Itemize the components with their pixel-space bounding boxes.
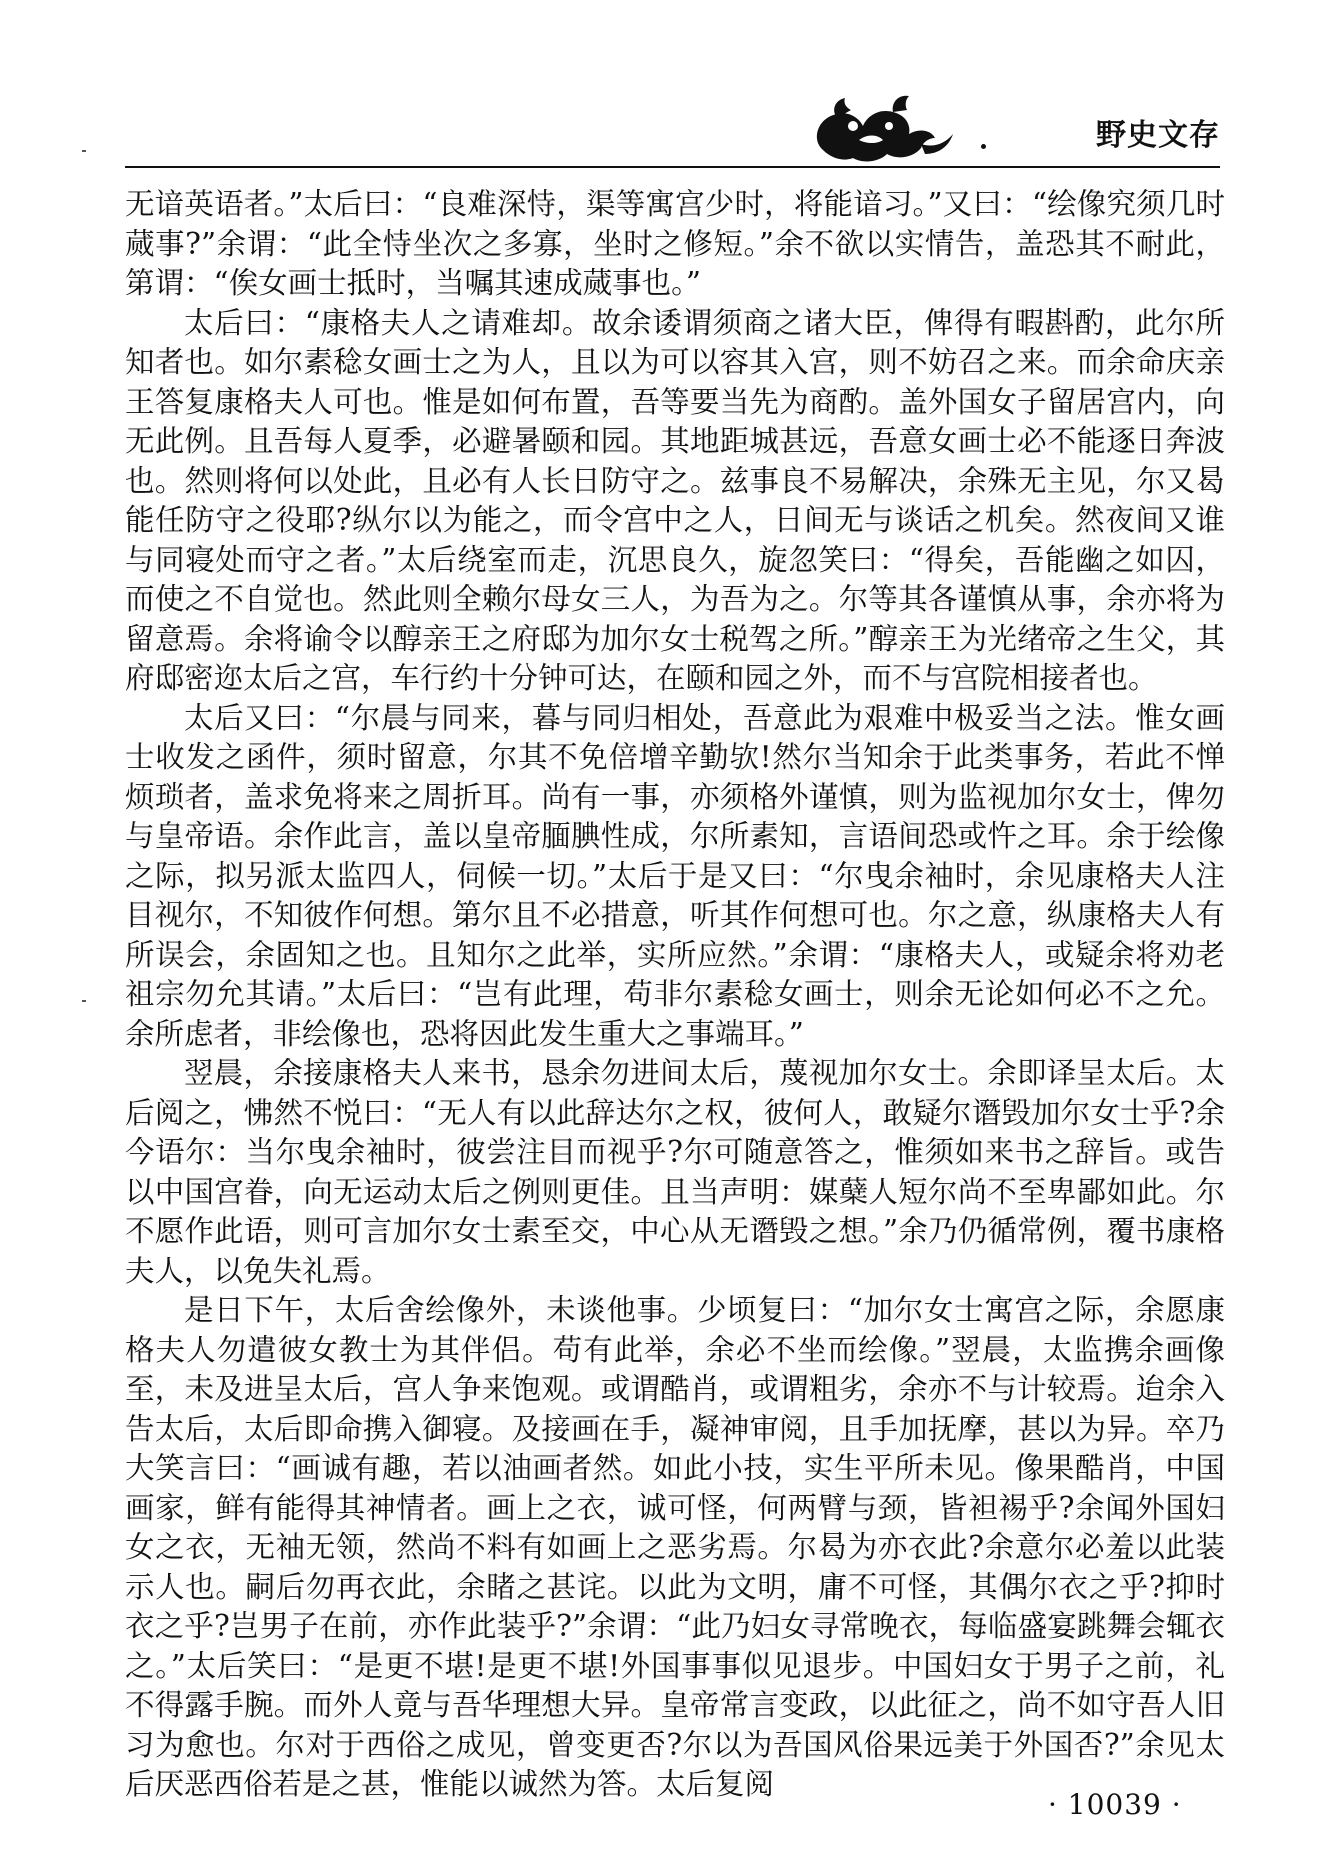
- header-rule: [125, 166, 1220, 168]
- dragon-icon: [793, 88, 993, 168]
- header-dot: [981, 144, 986, 149]
- paragraph: 翌晨，余接康格夫人来书，恳余勿进间太后，蔑视加尔女士。余即译呈太后。太后阅之，怫然不悦曰：“无人有以此辞达尔之权，彼何人，敢疑尔谮毁加尔女士乎?余今语尔：当尔曳余袖时，彼尝注目而视乎?尔可随意答之，惟须如来书之辞旨。或告以中国宫眷，向无运动太后之例则更佳。且当声明：媒蘖人短尔尚不至卑鄙如此。尔不愿作此语，则可言加尔女士素至交，中心从无谮毁之想。”余乃仍循常例，覆书康格夫人，以免失礼焉。: [125, 1056, 1225, 1288]
- paragraph: 是日下午，太后舍绘像外，未谈他事。少顷复曰：“加尔女士寓宫之际，余愿康格夫人勿遣彼女教士为其伴侣。苟有此举，余必不坐而绘像。”翌晨，太监携余画像至，未及进呈太后，宫人争来饱观。或谓酷肖，或谓粗劣，余亦不与计较焉。迨余入告太后，太后即命携入御寝。及接画在手，凝神审阅，且手加抚摩，甚以为异。卒乃大笑言曰：“画诚有趣，若以油画者然。如此小技，实生平所未见。像果酷肖，中国画家，鲜有能得其神情者。画上之衣，诚可怪，何两臂与颈，皆袒裼乎?余闻外国妇女之衣，无袖无领，然尚不料有如画上之恶劣焉。尔曷为亦衣此?余意尔必羞以此装示人也。嗣后勿再衣此，余睹之甚诧。以此为文明，庸不可怪，其偶尔衣之乎?抑时衣之乎?岂男子在前，亦作此装乎?”余谓：“此乃妇女寻常晚衣，每临盛宴跳舞会辄衣之。”太后笑曰：“是更不堪!是更不堪!外国事事似见退步。中国妇女于男子之前，礼不得露手腕。而外人竟与吾华理想大异。皇帝常言变政，以此征之，尚不如守吾人旧习为愈也。尔对于西俗之成见，曾变更否?尔以为吾国风俗果远美于外国否?”余见太后厌恶西俗若是之甚，惟能以诚然为答。太后复阅: [125, 1293, 1225, 1801]
- margin-mark: [82, 1000, 86, 1002]
- paragraph: 太后又曰：“尔晨与同来，暮与同归相处，吾意此为艰难中极妥当之法。惟女画士收发之函件，须时留意，尔其不免倍增辛勤欤!然尔当知余于此类事务，若此不惮烦琐者，盖求免将来之周折耳。尚有一事，亦须格外谨慎，则为监视加尔女士，俾勿与皇帝语。余作此言，盖以皇帝腼腆性成，尔所素知，言语间恐或忤之耳。余于绘像之际，拟另派太监四人，伺候一切。”太后于是又曰：“尔曳余袖时，余见康格夫人注目视尔，不知彼作何想。第尔且不必措意，听其作何想可也。尔之意，纵康格夫人有所误会，余固知之也。且知尔之此举，实所应然。”余谓：“康格夫人，或疑余将劝老祖宗勿允其请。”太后曰：“岂有此理，苟非尔素稔女画士，则余无论如何必不之允。余所虑者，非绘像也，恐将因此发生重大之事端耳。”: [125, 700, 1225, 1051]
- margin-mark: [82, 150, 86, 152]
- paragraph: 太后曰：“康格夫人之请难却。故余诿谓须商之诸大臣，俾得有暇斟酌，此尔所知者也。如尔素稔女画士之为人，且以为可以容其入宫，则不妨召之来。而余命庆亲王答复康格夫人可也。惟是如何布置，吾等要当先为商酌。盖外国女子留居宫内，向无此例。且吾每人夏季，必避暑颐和园。其地距城甚远，吾意女画士必不能逐日奔波也。然则将何以处此，且必有人长日防守之。兹事良不易解决，余殊无主见，尔又曷能任防守之役耶?纵尔以为能之，而令宫中之人，日间无与谈话之机矣。然夜间又谁与同寝处而守之者。”太后绕室而走，沉思良久，旋忽笑曰：“得矣，吾能幽之如囚，而使之不自觉也。然此则全赖尔母女三人，为吾为之。尔等其各谨慎从事，余亦将为留意焉。余将谕令以醇亲王之府邸为加尔女士税驾之所。”醇亲王为光绪帝之生父，其府邸密迩太后之宫，车行约十分钟可达，在颐和园之外，而不与宫院相接者也。: [125, 305, 1225, 695]
- page-number: · 10039 ·: [1048, 1788, 1182, 1821]
- paragraph: 无谙英语者。”太后曰：“良难深恃，渠等寓宫少时，将能谙习。”又曰：“绘像究须几时蒇事?”余谓：“此全恃坐次之多寡，坐时之修短。”余不欲以实情告，盖恐其不耐此，第谓：“俟女画士抵时，当嘱其速成蒇事也。”: [125, 187, 1225, 300]
- page-header: [125, 88, 1220, 174]
- running-head: 野史文存: [1096, 118, 1220, 153]
- article-body: [125, 185, 1225, 1805]
